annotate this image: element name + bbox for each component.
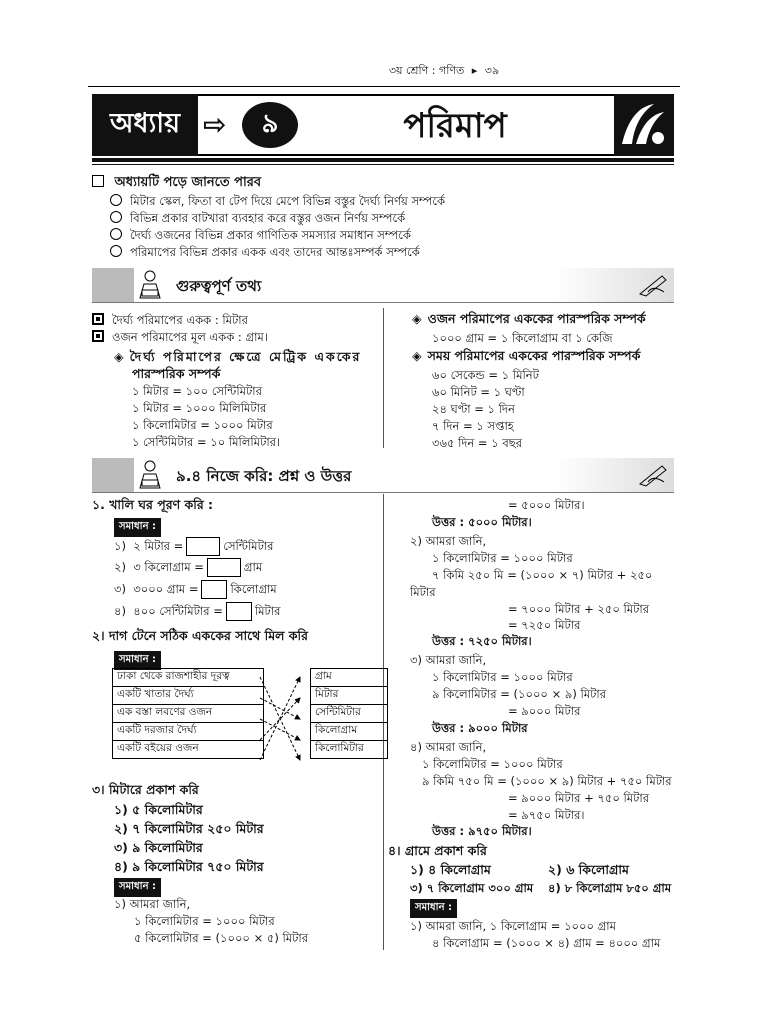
info-line: ৭ দিন = ১ সপ্তাহ bbox=[432, 419, 514, 433]
rc-line: = ৯৭৫০ মিটার। bbox=[508, 808, 585, 822]
match-left: একটি খাতার দৈর্ঘ্য bbox=[113, 687, 264, 705]
q3-item: ২) ৭ কিলোমিটার ২৫০ মিটার bbox=[114, 821, 264, 836]
info-left-heading2: পারস্পরিক সম্পর্ক bbox=[132, 366, 221, 381]
matching-lines bbox=[112, 668, 382, 778]
student-reading-icon bbox=[134, 268, 166, 302]
header-text: ৩য় শ্রেণি : গণিত bbox=[388, 64, 465, 77]
q1-item: ২) ৩ কিলোগ্রাম = গ্রাম bbox=[114, 558, 262, 578]
rc-line: ২) আমরা জানি, bbox=[410, 534, 487, 548]
info-line: ১ সেন্টিমিটার = ১০ মিলিমিটার। bbox=[132, 435, 281, 449]
chapter-number: ৯ bbox=[242, 102, 298, 148]
circle-bullet-icon bbox=[110, 194, 122, 206]
objective-item: দৈর্ঘ্য ওজনের বিভিন্ন প্রকার গাণিতিক সমস্যার সমাধান সম্পর্কে bbox=[110, 227, 411, 246]
answer-box bbox=[201, 580, 227, 599]
rc-line: ১ কিলোমিটার = ১০০০ মিটার bbox=[422, 757, 563, 771]
objective-item: বিভিন্ন প্রকার বাটখারা ব্যবহার করে বস্তুর ওজন নির্ণয় সম্পর্কে bbox=[110, 210, 405, 229]
q4-item: ৪) ৮ কিলোগ্রাম ৮৫০ গ্রাম bbox=[548, 881, 672, 895]
rc-answer: উত্তর : ৯৭৫০ মিটার। bbox=[432, 824, 532, 838]
chapter-title: পরিমাপ bbox=[403, 106, 507, 146]
info-right-heading: ◈ সময় পরিমাপের এককের পারস্পরিক সম্পর্ক bbox=[412, 348, 641, 363]
info-bullet: দৈর্ঘ্য পরিমাপের একক : মিটার bbox=[92, 312, 248, 331]
match-right: গ্রাম bbox=[311, 669, 388, 687]
info-line: ৩৬৫ দিন = ১ বছর bbox=[432, 436, 523, 450]
checkbox-icon bbox=[92, 175, 104, 187]
match-left: একটি দরজার দৈর্ঘ্য bbox=[113, 723, 264, 741]
q3-sol-line: ৫ কিলোমিটার = (১০০০ × ৫) মিটার bbox=[134, 931, 309, 945]
info-bullet: ওজন পরিমাপের মূল একক : গ্রাম। bbox=[92, 329, 268, 348]
solution-tag: সমাধান : bbox=[114, 518, 161, 537]
solution-tag: সমাধান : bbox=[114, 878, 161, 897]
rc-answer: উত্তর : ৫০০০ মিটার। bbox=[432, 515, 532, 529]
q1-item: ১) ২ মিটার = সেন্টিমিটার bbox=[114, 537, 274, 557]
match-left: ঢাকা থেকে রাজশাহীর দূরত্ব bbox=[113, 669, 264, 687]
banner-rule-thick bbox=[92, 158, 674, 162]
q2-title: ২। দাগ টেনে সঠিক এককের সাথে মিল করি bbox=[92, 628, 308, 643]
answer-box bbox=[226, 602, 252, 621]
circle-bullet-icon bbox=[110, 228, 122, 240]
info-line: ৬০ মিনিট = ১ ঘণ্টা bbox=[432, 385, 525, 399]
rc-line: = ৭০০০ মিটার + ২৫০ মিটার bbox=[508, 602, 650, 616]
rc-line: ৩) আমরা জানি, bbox=[410, 653, 487, 667]
writing-hand-icon bbox=[638, 272, 668, 298]
square-bullet-icon bbox=[92, 313, 104, 325]
q4-sol-line: ৪ কিলোগ্রাম = (১০০০ × ৪) গ্রাম = ৪০০০ গ্রাম bbox=[432, 936, 661, 950]
rc-line: = ৯০০০ মিটার + ৭৫০ মিটার bbox=[508, 791, 650, 805]
page-number: ৩৯ bbox=[484, 64, 500, 77]
rc-line: ১ কিলোমিটার = ১০০০ মিটার bbox=[432, 670, 573, 684]
rc-line: = ৯০০০ মিটার bbox=[508, 704, 581, 718]
info-line: ৬০ সেকেন্ড = ১ মিনিট bbox=[432, 368, 539, 382]
answer-box bbox=[207, 558, 241, 577]
solution-tag: সমাধান : bbox=[410, 899, 457, 918]
info-line: ২৪ ঘণ্টা = ১ দিন bbox=[432, 402, 515, 416]
info-divider bbox=[383, 308, 384, 448]
q3-sol-line: ১) আমরা জানি, bbox=[114, 897, 191, 911]
header-arrow-icon: ▸ bbox=[471, 64, 478, 77]
rc-line: ৪) আমরা জানি, bbox=[410, 740, 487, 754]
match-left: একটি বইয়ের ওজন bbox=[113, 741, 264, 759]
writing-hand-icon bbox=[638, 462, 668, 488]
section-title: ৯.৪ নিজে করি: প্রশ্ন ও উত্তর bbox=[176, 467, 352, 485]
rc-line: = ৭২৫০ মিটার bbox=[508, 618, 581, 632]
q1-title: ১. খালি ঘর পূরণ করি : bbox=[92, 497, 214, 512]
q3-title: ৩। মিটারে প্রকাশ করি bbox=[92, 782, 199, 797]
q3-item: ১) ৫ কিলোমিটার bbox=[114, 802, 203, 817]
rc-line: ৯ কিমি ৭৫০ মি = (১০০০ × ৯) মিটার + ৭৫০ মিটার bbox=[422, 774, 672, 788]
info-line: ১ কিলোমিটার = ১০০০ মিটার bbox=[132, 418, 273, 432]
answer-box bbox=[186, 537, 220, 556]
diamond-icon: ◈ bbox=[412, 311, 422, 326]
rc-line: ৯ কিলোমিটার = (১০০০ × ৯) মিটার bbox=[432, 687, 607, 701]
q4-title: ৪। গ্রামে প্রকাশ করি bbox=[388, 843, 487, 858]
info-title: গুরুত্বপূর্ণ তথ্য bbox=[176, 277, 262, 295]
objective-item: পরিমাপের বিভিন্ন প্রকার একক এবং তাদের আন্তঃসম্পর্ক সম্পর্কে bbox=[110, 244, 420, 263]
info-line: ১ মিটার = ১০০ সেন্টিমিটার bbox=[132, 384, 262, 398]
objectives-title: অধ্যায়টি পড়ে জানতে পারব bbox=[92, 173, 261, 194]
q4-item: ২) ৬ কিলোগ্রাম bbox=[548, 862, 629, 877]
rc-line: মিটার bbox=[410, 585, 436, 599]
q3-sol-line: ১ কিলোমিটার = ১০০০ মিটার bbox=[134, 914, 275, 928]
q1-item: ৪) ৪০০ সেন্টিমিটার = মিটার bbox=[114, 602, 280, 622]
rc-line: ৭ কিমি ২৫০ মি = (১০০০ × ৭) মিটার + ২৫০ bbox=[432, 568, 653, 582]
section-band bbox=[92, 458, 674, 493]
rc-answer: উত্তর : ৭২৫০ মিটার। bbox=[432, 634, 532, 648]
match-right: কিলোমিটার bbox=[311, 741, 388, 759]
diamond-icon: ◈ bbox=[114, 349, 124, 364]
rc-line: ১ কিলোমিটার = ১০০০ মিটার bbox=[432, 551, 573, 565]
objective-item: মিটার স্কেল, ফিতা বা টেপ দিয়ে মেপে বিভিন্ন বস্তুর দৈর্ঘ্য নির্ণয় সম্পর্কে bbox=[110, 193, 445, 212]
q4-item: ১) ৪ কিলোগ্রাম bbox=[410, 862, 491, 877]
diamond-icon: ◈ bbox=[412, 348, 422, 363]
q3-item: ৪) ৯ কিলোমিটার ৭৫০ মিটার bbox=[114, 859, 264, 874]
chapter-logo-icon bbox=[614, 94, 674, 156]
circle-bullet-icon bbox=[110, 245, 122, 257]
match-right: কিলোগ্রাম bbox=[311, 723, 388, 741]
match-right: সেন্টিমিটার bbox=[311, 705, 388, 723]
square-bullet-icon bbox=[92, 330, 104, 342]
q4-item: ৩) ৭ কিলোগ্রাম ৩০০ গ্রাম bbox=[410, 881, 534, 895]
chapter-arrow-icon: ⇨ bbox=[203, 108, 227, 141]
info-line: ১ মিটার = ১০০০ মিলিমিটার bbox=[132, 401, 267, 415]
banner-rule-thin bbox=[92, 164, 674, 165]
rc-line: = ৫০০০ মিটার। bbox=[508, 498, 585, 512]
info-right-heading: ◈ ওজন পরিমাপের এককের পারস্পরিক সম্পর্ক bbox=[412, 311, 646, 326]
q1-item: ৩) ৩০০০ গ্রাম = কিলোগ্রাম bbox=[114, 580, 277, 600]
q4-sol-line: ১) আমরা জানি, ১ কিলোগ্রাম = ১০০০ গ্রাম bbox=[410, 919, 616, 933]
q3-item: ৩) ৯ কিলোমিটার bbox=[114, 840, 203, 855]
match-left: এক বস্তা লবণের ওজন bbox=[113, 705, 264, 723]
info-left-heading: ◈ দৈর্ঘ্য পরিমাপের ক্ষেত্রে মেট্রিক এককের bbox=[114, 349, 376, 369]
running-header bbox=[0, 62, 768, 81]
circle-bullet-icon bbox=[110, 211, 122, 223]
solution-tag: সমাধান : bbox=[114, 651, 161, 670]
rc-answer: উত্তর : ৯০০০ মিটার bbox=[432, 721, 528, 735]
header-rule bbox=[88, 86, 680, 87]
match-right: মিটার bbox=[311, 687, 388, 705]
chapter-label: অধ্যায় bbox=[92, 94, 198, 156]
info-line: ১০০০ গ্রাম = ১ কিলোগ্রাম বা ১ কেজি bbox=[432, 331, 613, 345]
info-band bbox=[92, 268, 674, 303]
student-reading-icon bbox=[134, 458, 166, 492]
